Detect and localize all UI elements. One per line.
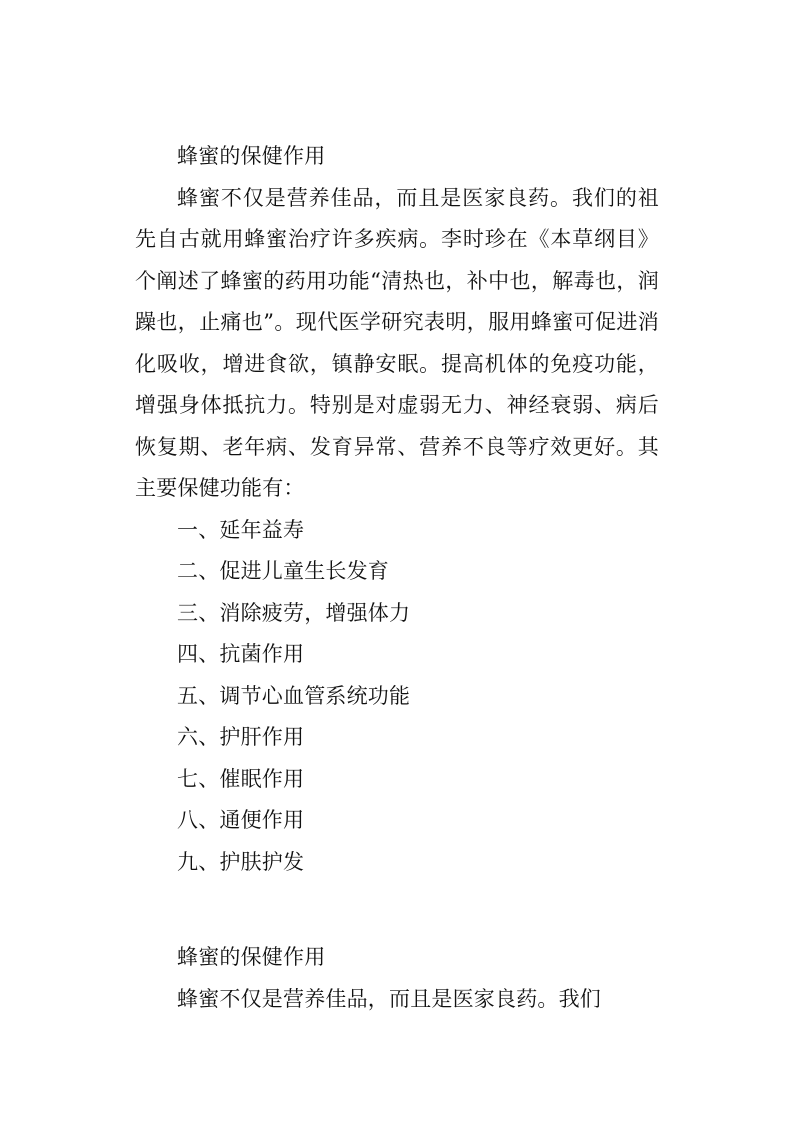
list-item: 八、通便作用 xyxy=(177,808,305,832)
list-item: 二、促进儿童生长发育 xyxy=(177,559,389,583)
list-item: 四、抗菌作用 xyxy=(177,642,305,666)
health-functions-list xyxy=(135,510,659,884)
list-item: 一、延年益寿 xyxy=(177,517,305,542)
list-item: 七、催眠作用 xyxy=(177,766,305,791)
article-paragraph-repeat: 蜂蜜不仅是营养佳品，而且是医家良药。我们 xyxy=(177,986,601,1011)
list-item: 三、消除疲劳，增强体力 xyxy=(177,600,411,625)
list-item: 九、护肤护发 xyxy=(177,849,305,874)
article-section-2 xyxy=(135,937,659,1020)
article-title: 蜂蜜的保健作用 xyxy=(177,144,326,168)
article-title-repeat: 蜂蜜的保健作用 xyxy=(177,945,326,969)
list-item: 六、护肝作用 xyxy=(177,725,305,749)
article-paragraph: 蜂蜜不仅是营养佳品，而且是医家良药。我们的祖先自古就用蜂蜜治疗许多疾病。李时珍在《本草纲目》个阐述了蜂蜜的药用功能“清热也，补中也，解毒也，润躁也，止痛也”。现代医学研究表明，服用蜂蜜可促进消化吸收，增进食欲，镇静安眠。提高机体的免疫功能，增强身体抵抗力。特别是对虚弱无力、神经衰弱、病后恢复期、老年病、发育异常、营养不良等疗效更好。其主要保健功能有： xyxy=(135,185,659,500)
list-item: 五、调节心血管系统功能 xyxy=(177,683,411,708)
article-section-1 xyxy=(135,136,659,883)
